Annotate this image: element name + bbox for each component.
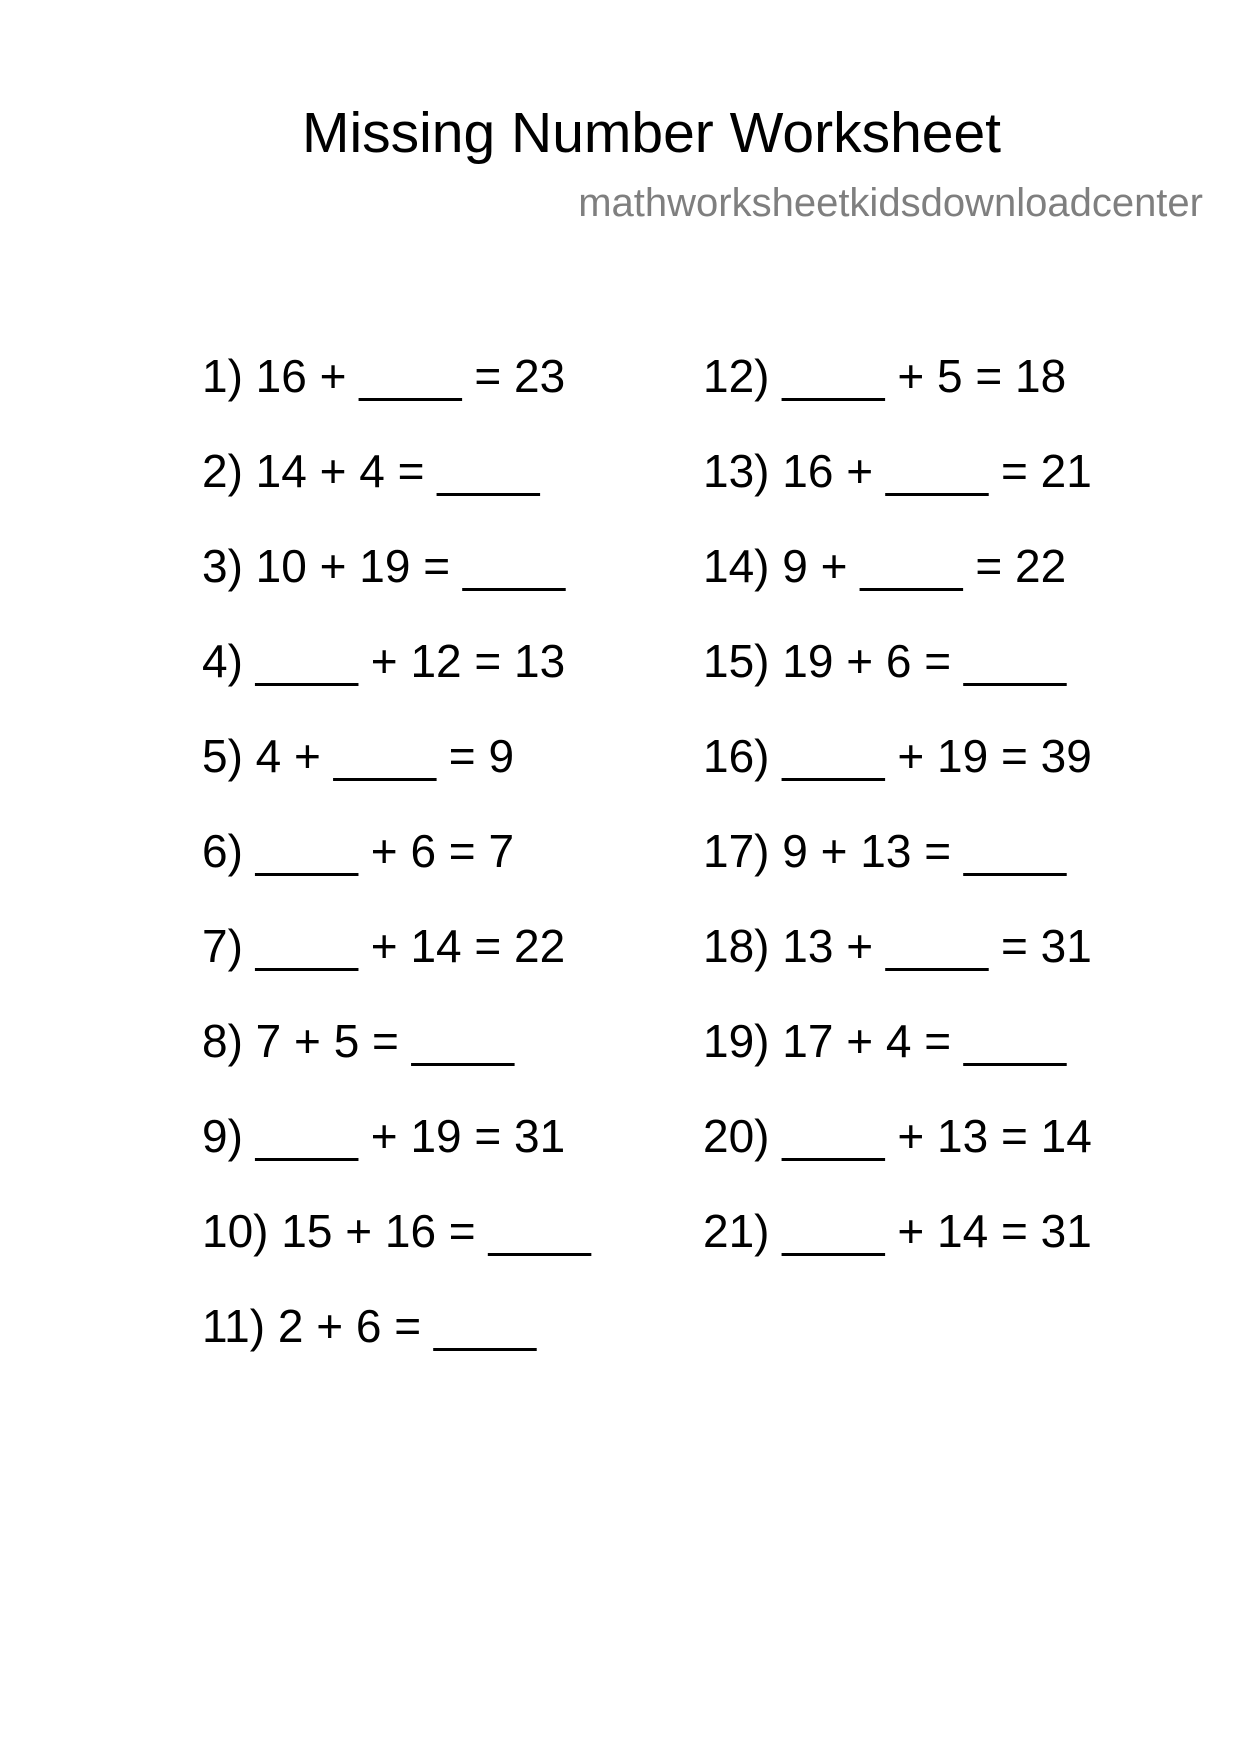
problem-19: 19) 17 + 4 = ____ <box>703 1015 1067 1067</box>
problem-18: 18) 13 + ____ = 31 <box>703 920 1092 972</box>
problem-4: 4) ____ + 12 = 13 <box>202 635 566 687</box>
problem-9: 9) ____ + 19 = 31 <box>202 1110 566 1162</box>
problem-column-right <box>703 348 1092 1298</box>
problem-5: 5) 4 + ____ = 9 <box>202 730 515 782</box>
problem-21: 21) ____ + 14 = 31 <box>703 1205 1092 1257</box>
problem-13: 13) 16 + ____ = 21 <box>703 445 1092 497</box>
page-title: Missing Number Worksheet <box>302 101 1002 165</box>
problem-6: 6) ____ + 6 = 7 <box>202 825 515 877</box>
problem-17: 17) 9 + 13 = ____ <box>703 825 1067 877</box>
problem-15: 15) 19 + 6 = ____ <box>703 635 1067 687</box>
problem-11: 11) 2 + 6 = ____ <box>202 1300 537 1352</box>
problem-14: 14) 9 + ____ = 22 <box>703 540 1067 592</box>
problem-1: 1) 16 + ____ = 23 <box>202 350 566 402</box>
problem-7: 7) ____ + 14 = 22 <box>202 920 566 972</box>
problem-12: 12) ____ + 5 = 18 <box>703 350 1067 402</box>
problem-20: 20) ____ + 13 = 14 <box>703 1110 1092 1162</box>
problem-10: 10) 15 + 16 = ____ <box>202 1205 591 1257</box>
problem-2: 2) 14 + 4 = ____ <box>202 445 540 497</box>
problem-8: 8) 7 + 5 = ____ <box>202 1015 515 1067</box>
problem-column-left <box>202 348 591 1393</box>
problem-3: 3) 10 + 19 = ____ <box>202 540 566 592</box>
site-watermark: mathworksheetkidsdownloadcenter <box>578 181 1203 225</box>
problem-16: 16) ____ + 19 = 39 <box>703 730 1092 782</box>
